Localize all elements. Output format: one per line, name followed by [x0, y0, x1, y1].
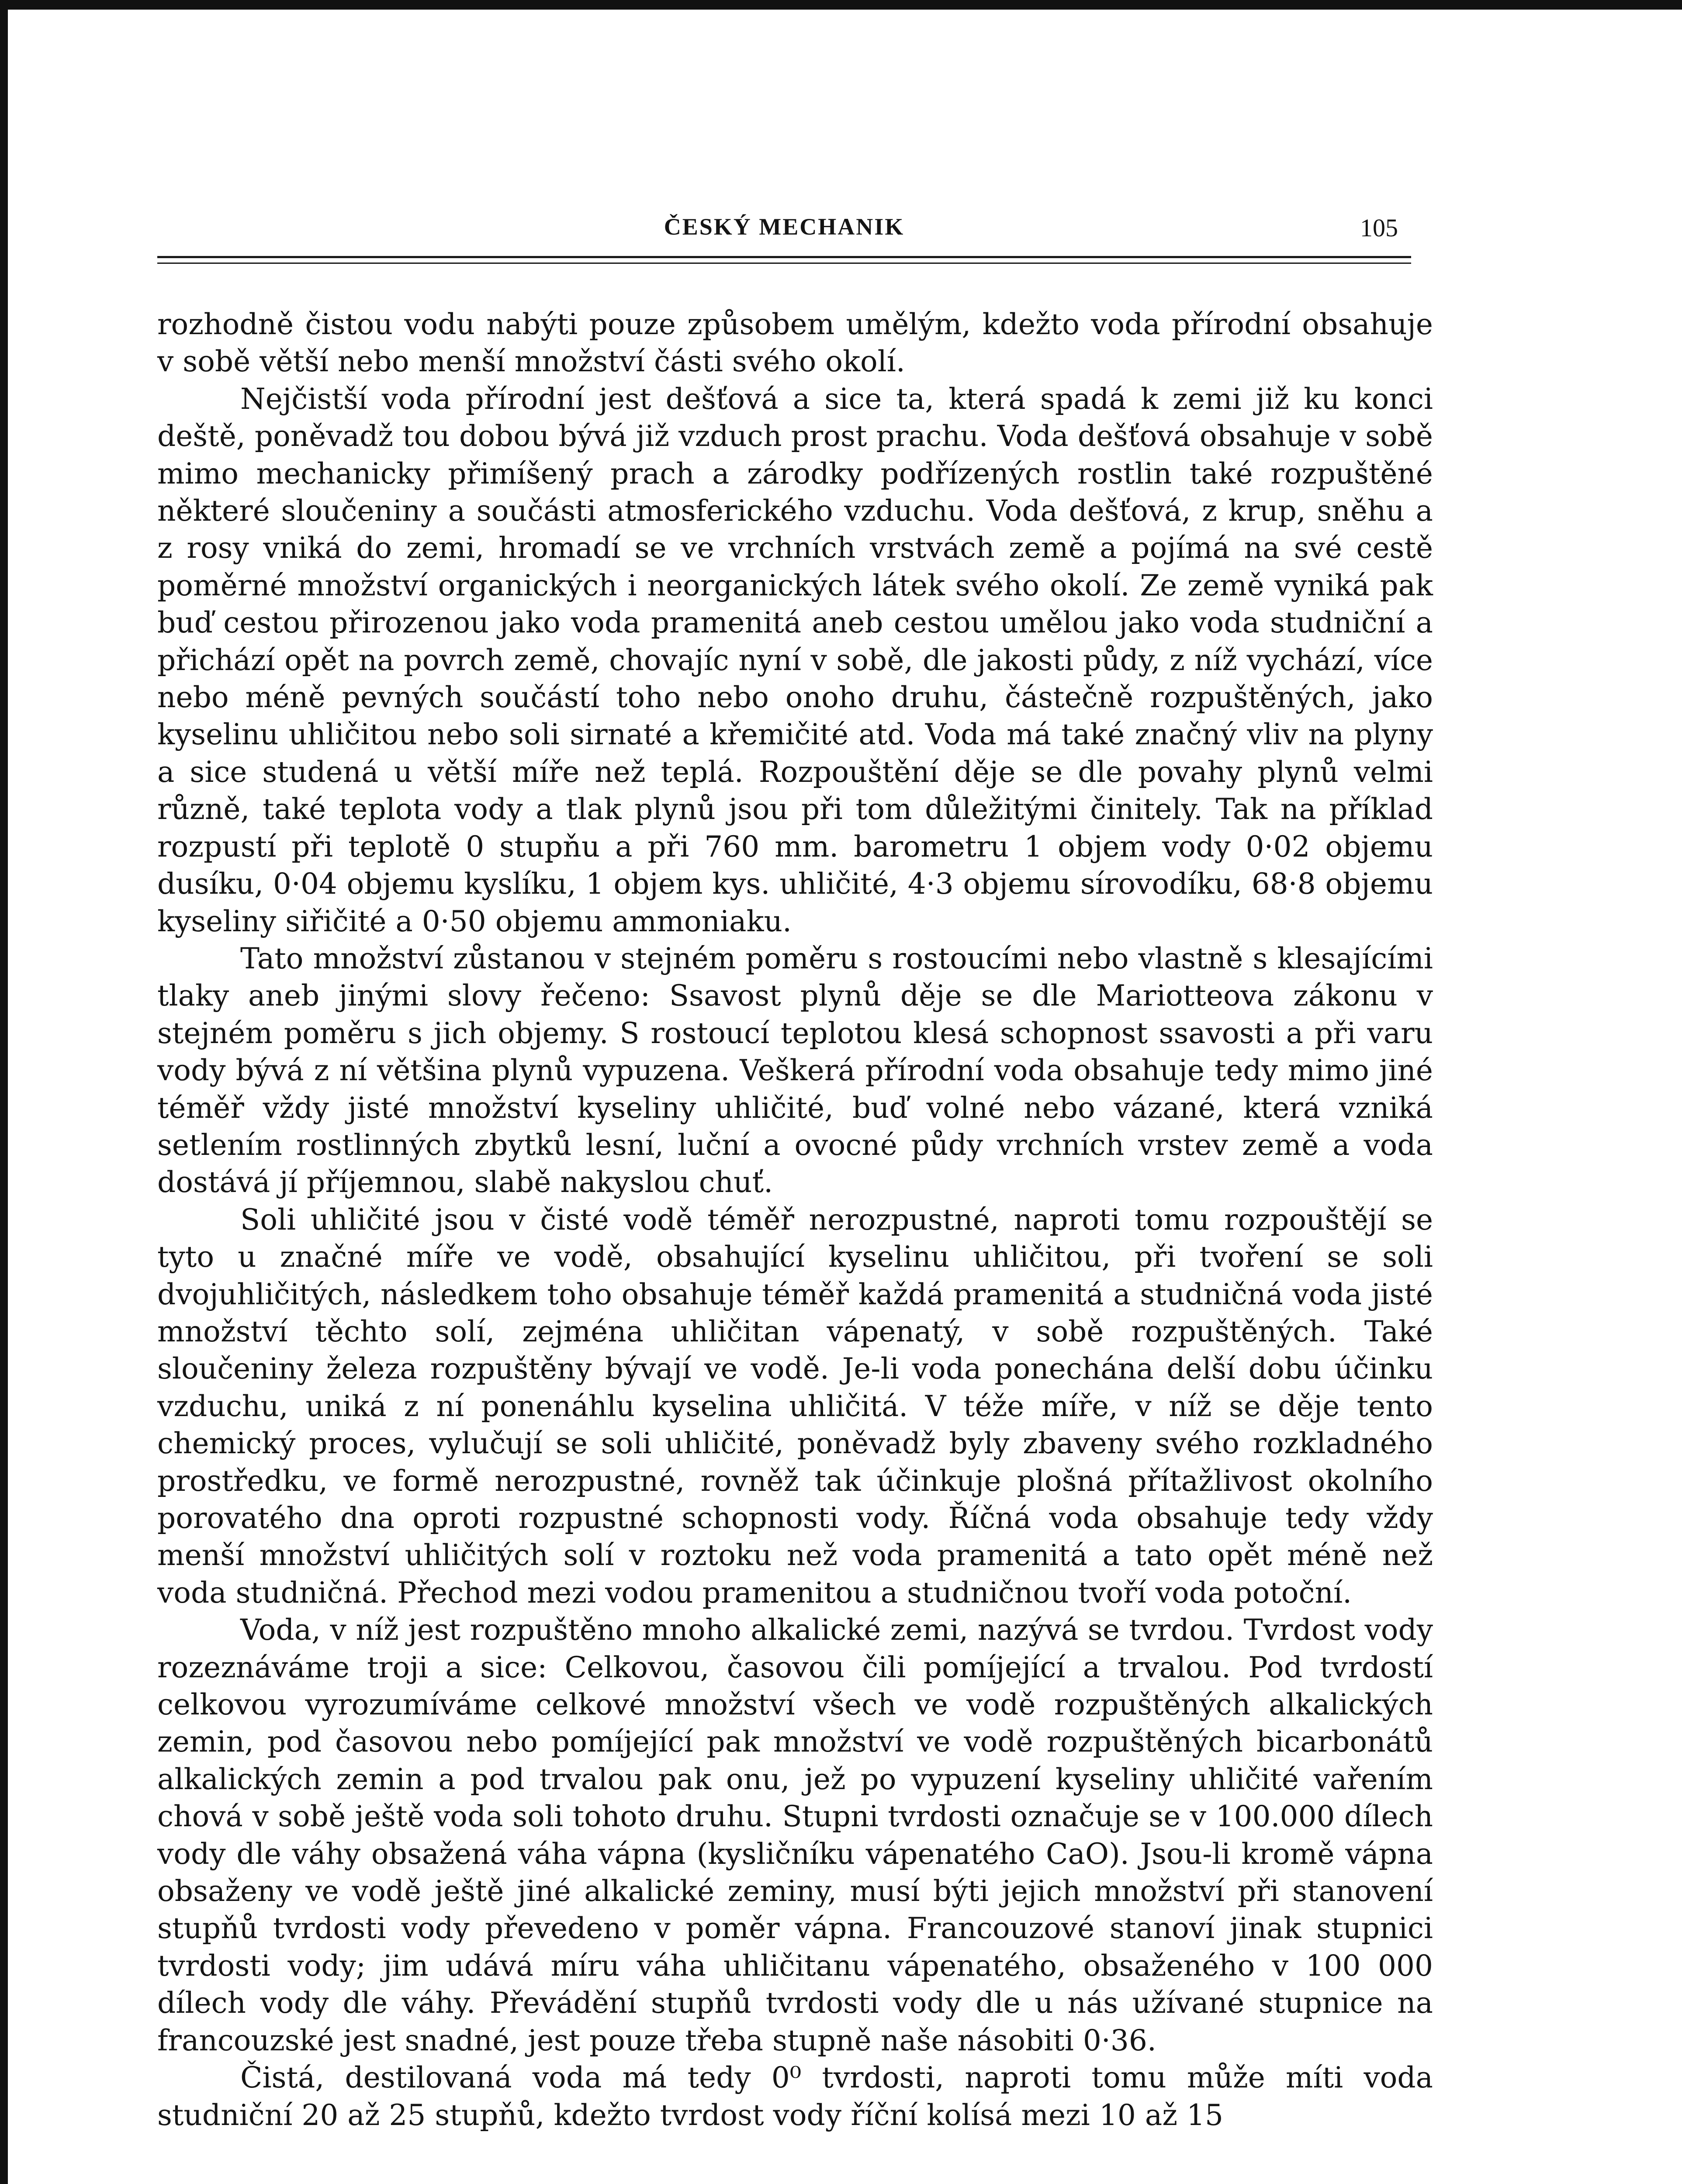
header-rule-thick	[157, 256, 1411, 258]
paragraph-6: Čistá, destilovaná voda má tedy 0⁰ tvrdosti, naproti tomu může míti voda studniční 20 až 25 stupňů, kdežto tvrdost vody říční kolísá mezi 10 až 15	[157, 2061, 1433, 2132]
page-number: 105	[1360, 214, 1398, 242]
paragraph-5: Voda, v níž jest rozpuštěno mnoho alkalické zemi, nazývá se tvrdou. Tvrdost vody rozeznáváme troji a sice: Celkovou, časovou čili pomíjející a trvalou. Pod tvrdostí celkovou vyrozumíváme celkové množství všech ve vodě rozpuštěných alkalických zemin, pod časovou nebo pomíjející pak množství ve vodě rozpuštěných bicarbonátů alkalických zemin a pod trvalou pak onu, jež po vypuzení kyseliny uhličité vařením chová v sobě ještě voda soli tohoto druhu. Stupni tvrdosti označuje se v 100.000 dílech vody dle váhy obsažená váha vápna (kysličníku vápenatého CaO). Jsou-li kromě vápna obsaženy ve vodě ještě jiné alkalické zeminy, musí býti jejich množství při stanovení stupňů tvrdosti vody převedeno v poměr vápna. Francouzové stanoví jinak stupnici tvrdosti vody; jim udává míru váha uhličitanu vápenatého, obsaženého v 100 000 dílech vody dle váhy. Převádění stupňů tvrdosti vody dle u nás užívané stupnice na francouzské jest snadné, jest pouze třeba stupně naše násobiti 0·36.	[157, 1613, 1433, 2057]
article-body	[157, 306, 1433, 2134]
paragraph-1: rozhodně čistou vodu nabýti pouze způsobem umělým, kdežto voda přírodní obsahuje v sobě větší nebo menší množství části svého okolí.	[157, 308, 1433, 379]
running-head	[157, 213, 1411, 248]
paragraph-3: Tato množství zůstanou v stejném poměru s rostoucími nebo vlastně s klesajícími tlaky aneb jinými slovy řečeno: Ssavost plynů děje se dle Mariotteova zákonu v stejném poměru s jich objemy. S rostoucí teplotou klesá schopnost ssavosti a při varu vody bývá z ní většina plynů vypuzena. Veškerá přírodní voda obsahuje tedy mimo jiné téměř vždy jisté množství kyseliny uhličité, buď volné nebo vázané, která vzniká setlením rostlinných zbytků lesní, luční a ovocné půdy vrchních vrstev země a voda dostává jí příjemnou, slabě nakyslou chuť.	[157, 941, 1433, 1199]
paragraph-4: Soli uhličité jsou v čisté vodě téměř nerozpustné, naproti tomu rozpouštějí se tyto u značné míře ve vodě, obsahující kyselinu uhličitou, při tvoření se soli dvojuhličitých, následkem toho obsahuje téměř každá pramenitá a studničná voda jisté množství těchto solí, zejména uhličitan vápenatý, v sobě rozpuštěných. Také sloučeniny železa rozpuštěny bývají ve vodě. Je-li voda ponechána delší dobu účinku vzduchu, uniká z ní ponenáhlu kyselina uhličitá. V téže míře, v níž se děje tento chemický proces, vylučují se soli uhličité, poněvadž byly zbaveny svého rozkladného prostředku, ve formě nerozpustné, rovněž tak účinkuje plošná přítažlivost okolního porovatého dna oproti rozpustné schopnosti vody. Říčná voda obsahuje tedy vždy menší množství uhličitých solí v roztoku než voda pramenitá a tato opět méně než voda studničná. Přechod mezi vodou pramenitou a studničnou tvoří voda potoční.	[157, 1203, 1433, 1610]
journal-title: ČESKÝ MECHANIK	[664, 214, 905, 240]
paragraph-2: Nejčistší voda přírodní jest dešťová a sice ta, která spadá k zemi již ku konci deště, poněvadž tou dobou bývá již vzduch prost prachu. Voda dešťová obsahuje v sobě mimo mechanicky přimíšený prach a zárodky podřízených rostlin také rozpuštěné některé sloučeniny a součásti atmosferického vzduchu. Voda dešťová, z krup, sněhu a z rosy vniká do zemi, hromadí se ve vrchních vrstvách země a pojímá na své cestě poměrné množství organických i neorganických látek svého okolí. Ze země vyniká pak buď cestou přirozenou jako voda pramenitá aneb cestou umělou jako voda studniční a přichází opět na povrch země, chovajíc nyní v sobě, dle jakosti půdy, z níž vychází, více nebo méně pevných součástí toho nebo onoho druhu, částečně rozpuštěných, jako kyselinu uhličitou nebo soli sirnaté a křemičité atd. Voda má také značný vliv na plyny a sice studená u větší míře než teplá. Rozpouštění děje se dle povahy plynů velmi různě, také teplota vody a tlak plynů jsou při tom důležitými činitely. Tak na příklad rozpustí při teplotě 0 stupňu a při 760 mm. barometru 1 objem vody 0·02 objemu dusíku, 0·04 objemu kyslíku, 1 objem kys. uhličité, 4·3 objemu sírovodíku, 68·8 objemu kyseliny siřičité a 0·50 objemu ammoniaku.	[157, 382, 1433, 938]
header-rule-thin	[157, 263, 1411, 264]
